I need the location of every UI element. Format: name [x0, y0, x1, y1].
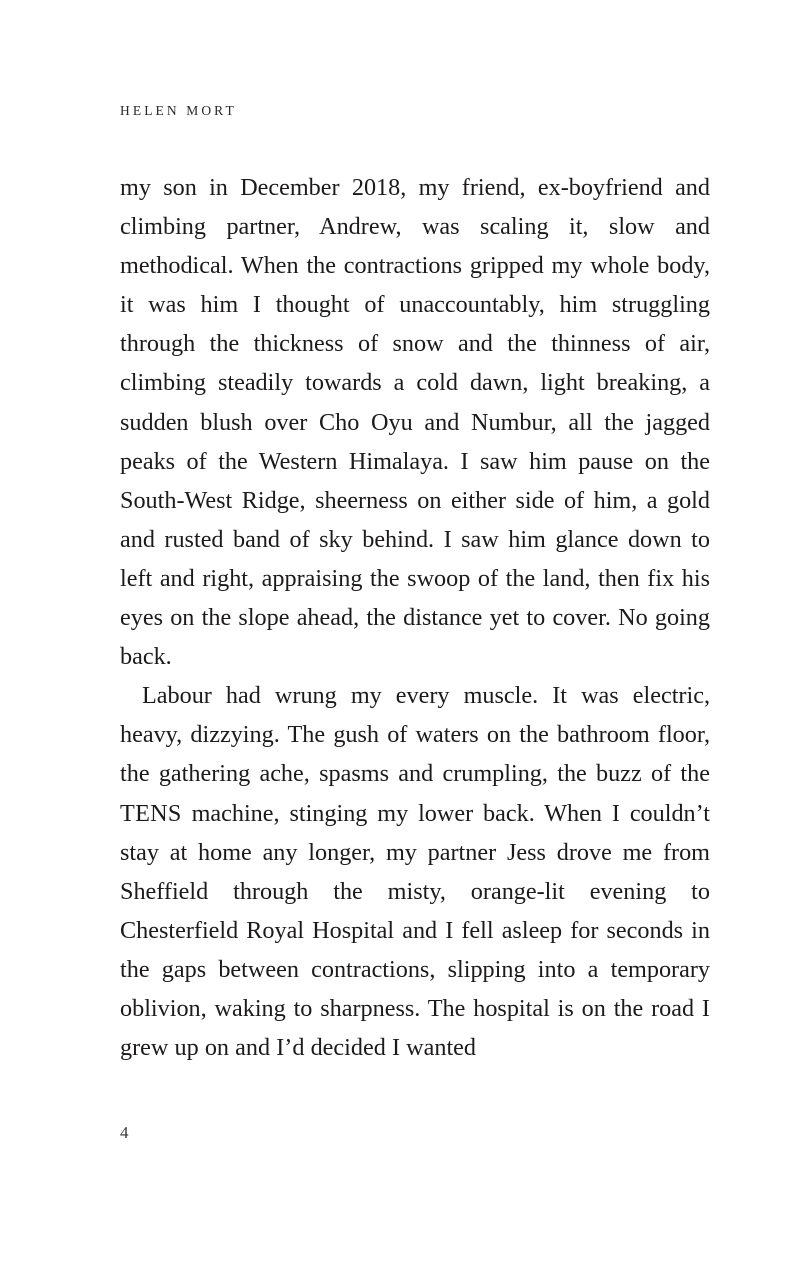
page-number: 4: [120, 1123, 129, 1142]
paragraph-labour-text-after: machine, stinging my lower back. When I couldn’t stay at home any longer, my partner Jess drove me from Sheffield through the misty, orange-lit evening to Chesterfield Royal Hospital and I fell asleep for seconds in the gaps between contractions, slipping into a temporary oblivion, waking to sharpness. The hospital is on the road I grew up on and I’d decided I wanted: [120, 799, 710, 1062]
body-text-block: [120, 168, 710, 1067]
paragraph-labour-text-before: Labour had wrung my every muscle. It was electric, heavy, dizzying. The gush of waters on the bathroom floor, the gathering ache, spasms and crumpling, the buzz of the: [120, 682, 710, 788]
paragraph-labour: [120, 676, 710, 1067]
paragraph-continued: my son in December 2018, my friend, ex-boyfriend and climbing partner, Andrew, was scaling it, slow and methodical. When the contractions gripped my whole body, it was him I thought of unaccountably, him struggling through the thickness of snow and the thinness of air, climbing steadily towards a cold dawn, light breaking, a sudden blush over Cho Oyu and Numbur, all the jagged peaks of the Western Himalaya. I saw him pause on the South-West Ridge, sheerness on either side of him, a gold and rusted band of sky behind. I saw him glance down to left and right, appraising the swoop of the land, then fix his eyes on the slope ahead, the distance yet to cover. No going back.: [120, 174, 710, 671]
running-head: HELEN MORT: [120, 103, 237, 118]
tens-acronym: TENS: [120, 799, 182, 827]
